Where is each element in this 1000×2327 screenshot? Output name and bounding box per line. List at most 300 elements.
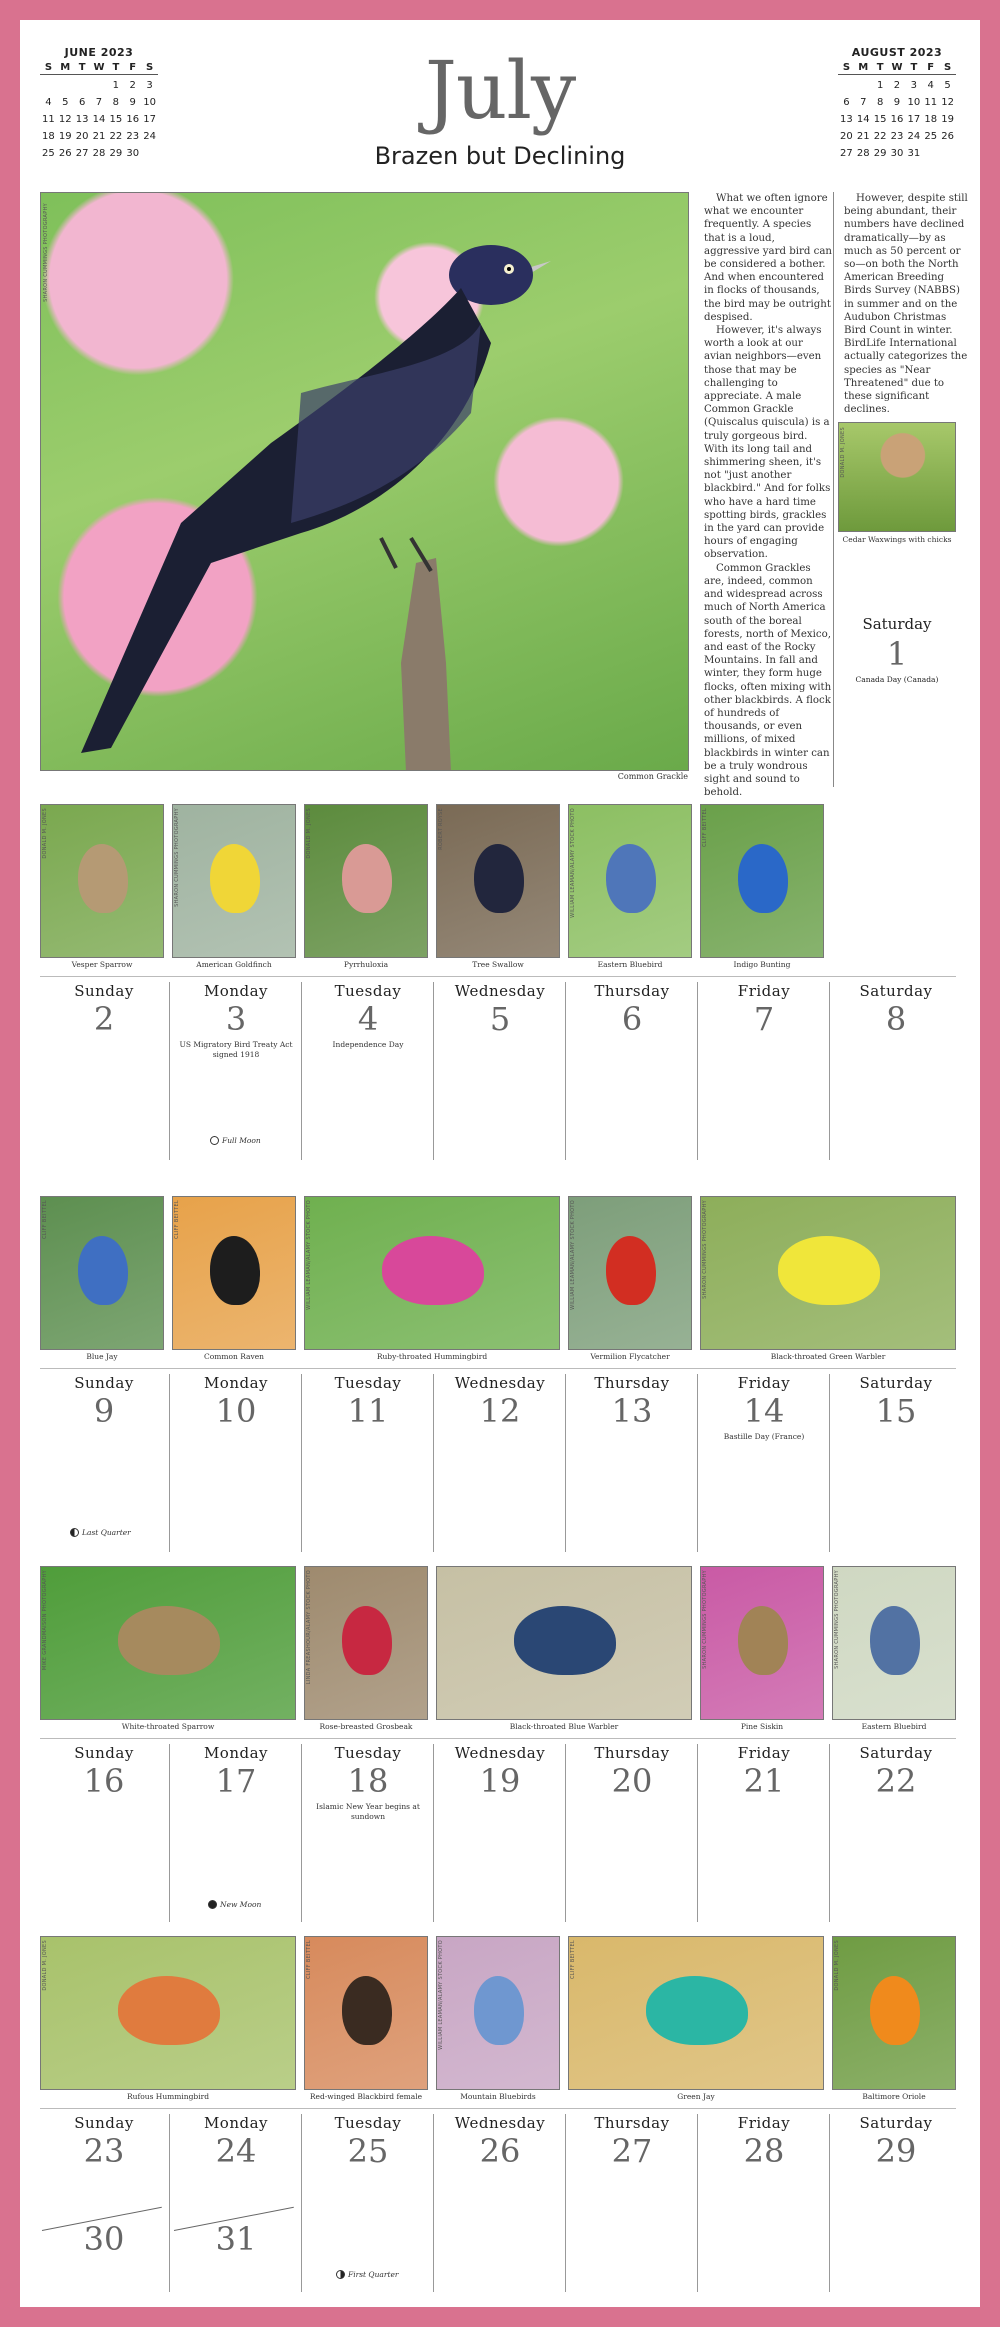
day-cell-13[interactable] — [568, 1374, 696, 1552]
photo-credit: MIKE GRANDMAISON PHOTOGRAPHY — [42, 1570, 48, 1671]
mini-day: 8 — [112, 97, 120, 108]
bird-shape — [342, 844, 392, 913]
bird-shape — [210, 1236, 260, 1305]
day-name: Monday — [203, 2114, 269, 2132]
bird-photo — [172, 804, 296, 958]
day-cell-20[interactable] — [568, 1744, 696, 1922]
mini-day: 4 — [45, 97, 52, 108]
weekday-header: T — [905, 62, 922, 75]
day-number: 1 — [886, 635, 908, 673]
mini-day: 3 — [910, 80, 918, 91]
mini-day: 30 — [890, 148, 904, 159]
moon-phase — [210, 1136, 261, 1145]
moon-icon — [70, 1528, 79, 1537]
day-name: Thursday — [594, 1374, 670, 1392]
day-cell-11[interactable] — [304, 1374, 432, 1552]
bird-photo — [40, 1936, 296, 2090]
day-cell-18[interactable] — [304, 1744, 432, 1922]
column-divider — [829, 2114, 830, 2292]
bird-photo — [436, 1936, 560, 2090]
day-number: 11 — [347, 1392, 389, 1430]
bird-shape — [606, 844, 656, 913]
bird-photo — [304, 1196, 560, 1350]
photo-credit: WILLIAM LEAMAN/ALAMY STOCK PHOTO — [306, 1200, 312, 1310]
mini-day: 22 — [109, 131, 123, 142]
photo-credit: DONALD M. JONES — [306, 808, 312, 859]
weekday-header: W — [91, 62, 108, 75]
day-name: Sunday — [74, 2114, 134, 2132]
photo-caption: Cedar Waxwings with chicks — [842, 535, 952, 544]
photo-credit: DONALD M. JONES — [42, 808, 48, 859]
weekday-header: T — [872, 62, 889, 75]
row-divider — [40, 1738, 956, 1739]
bird-shape — [210, 844, 260, 913]
bird-shape — [118, 1606, 220, 1675]
holiday-note: US Migratory Bird Treaty Act signed 1918 — [179, 1040, 293, 1059]
bird-photo — [700, 1566, 824, 1720]
bird-photo — [568, 1196, 692, 1350]
mini-day: 2 — [129, 80, 136, 91]
day-number: 20 — [611, 1762, 653, 1800]
mini-day: 23 — [890, 131, 904, 142]
day-number: 28 — [743, 2132, 785, 2170]
column-divider — [433, 982, 434, 1160]
column-divider — [301, 982, 302, 1160]
weekday-header: S — [40, 62, 57, 75]
mini-day: 17 — [143, 114, 156, 125]
moon-phase — [70, 1528, 131, 1537]
day-number: 15 — [875, 1392, 917, 1430]
mini-day: 28 — [856, 148, 870, 159]
page-subtitle: Brazen but Declining — [374, 142, 626, 170]
day-name: Sunday — [74, 982, 134, 1000]
column-divider — [829, 982, 830, 1160]
day-cell-28[interactable] — [700, 2114, 828, 2292]
mini-calendar-title: AUGUST 2023 — [851, 46, 943, 59]
day-cell-7[interactable] — [700, 982, 828, 1160]
article-paragraph: However, despite still being abundant, their numbers have declined dramatically—by as much as 50 percent or so—on both the North American Breeding Birds Survey (NABBS) in summer and on the Audubon Christmas Bird Count in winter. BirdLife International actually categorizes the species as "Near Threatened" due to these significant declines. — [844, 193, 968, 416]
mini-day: 25 — [924, 131, 938, 142]
day-cell-3[interactable] — [172, 982, 300, 1160]
mini-day: 10 — [907, 97, 921, 108]
day-number: 5 — [489, 1000, 511, 1038]
bird-photo — [832, 1936, 956, 2090]
photo-caption: Rufous Hummingbird — [126, 2092, 210, 2101]
day-number: 16 — [83, 1762, 125, 1800]
weekday-header: S — [939, 62, 956, 75]
bird-photo — [40, 1566, 296, 1720]
mini-day: 13 — [75, 114, 89, 125]
article-paragraph: Common Grackles are, indeed, common and widespread across much of North America south of the boreal forests, north of Mexico, and east of the Rocky Mountains. In fall and winter, they form huge flocks, often mixing with other blackbirds. A flock of hundreds of thousands, or even millions, of mixed blackbirds in winter can be a truly wondrous sight and sound to behold. — [704, 562, 832, 799]
mini-day: 5 — [944, 80, 951, 91]
bird-photo — [436, 1566, 692, 1720]
photo-credit: CLIFF BEITTEL — [174, 1200, 180, 1240]
moon-phase — [336, 2270, 399, 2279]
column-divider — [565, 982, 566, 1160]
photo-credit: ROBERT ROYSE — [438, 808, 444, 850]
mini-day: 30 — [126, 148, 140, 159]
mini-day: 15 — [873, 114, 887, 125]
weekday-header: F — [124, 62, 141, 75]
moon-icon — [336, 2270, 345, 2279]
day-number: 3 — [225, 1000, 247, 1038]
day-name: Saturday — [862, 615, 932, 633]
day-number: 21 — [743, 1762, 785, 1800]
day-cell-14[interactable] — [700, 1374, 828, 1552]
day-cell-6[interactable] — [568, 982, 696, 1160]
photo-credit: WILLIAM LEAMAN/ALAMY STOCK PHOTO — [570, 1200, 576, 1310]
mini-day: 27 — [75, 148, 89, 159]
photo-caption: Pine Siskin — [740, 1722, 784, 1731]
mini-day: 9 — [893, 97, 901, 108]
hero-photo-common-grackle — [40, 192, 689, 771]
column-divider — [565, 1374, 566, 1552]
mini-day: 16 — [126, 114, 140, 125]
day-name: Saturday — [859, 982, 933, 1000]
column-divider — [301, 2114, 302, 2292]
weekday-header: M — [855, 62, 872, 75]
day-cell-25[interactable] — [304, 2114, 432, 2292]
photo-caption: Black-throated Blue Warbler — [509, 1722, 619, 1731]
day-number: 17 — [215, 1762, 257, 1800]
month-title: July — [424, 44, 576, 137]
bird-shape — [342, 1606, 392, 1675]
day-name: Friday — [737, 982, 791, 1000]
day-number: 4 — [357, 1000, 379, 1038]
moon-label: Full Moon — [222, 1136, 261, 1145]
holiday-note: Independence Day — [332, 1040, 404, 1049]
bird-shape — [778, 1236, 880, 1305]
day-number: 31 — [215, 2220, 257, 2258]
column-divider — [169, 2114, 170, 2292]
day-cell-4[interactable] — [304, 982, 432, 1160]
bird-photo — [700, 804, 824, 958]
photo-caption: Rose-breasted Grosbeak — [319, 1722, 413, 1731]
bird-shape — [870, 1606, 920, 1675]
day-number: 12 — [479, 1392, 521, 1430]
day-number: 30 — [83, 2220, 125, 2258]
weekday-header: W — [889, 62, 906, 75]
article-column-1 — [704, 192, 833, 799]
column-divider — [829, 1744, 830, 1922]
bird-photo — [40, 804, 164, 958]
mini-day: 19 — [941, 114, 954, 125]
mini-day: 23 — [126, 131, 140, 142]
day-cell-15[interactable] — [832, 1374, 960, 1552]
day-name: Thursday — [594, 982, 670, 1000]
mini-day: 20 — [75, 131, 89, 142]
day-number: 25 — [347, 2132, 389, 2170]
mini-day: 28 — [92, 148, 106, 159]
bird-photo — [40, 1196, 164, 1350]
day-name: Monday — [203, 982, 269, 1000]
mini-day: 24 — [143, 131, 156, 142]
day-name: Saturday — [859, 1744, 933, 1762]
photo-caption: Vesper Sparrow — [71, 960, 133, 969]
column-divider — [697, 1374, 698, 1552]
moon-label: First Quarter — [348, 2270, 399, 2279]
photo-credit: CLIFF BEITTEL — [42, 1200, 48, 1240]
bird-shape — [342, 1976, 392, 2045]
day-number: 18 — [347, 1762, 389, 1800]
bird-shape — [738, 844, 788, 913]
article-column-2 — [844, 192, 968, 416]
bird-shape — [382, 1236, 484, 1305]
photo-credit: SHARON CUMMINGS PHOTOGRAPHY — [834, 1570, 840, 1669]
mini-day: 5 — [62, 97, 69, 108]
day-cell-19[interactable] — [436, 1744, 564, 1922]
day-name: Wednesday — [454, 982, 546, 1000]
column-divider — [829, 1374, 830, 1552]
row-divider — [40, 1368, 956, 1369]
bird-photo — [304, 1936, 428, 2090]
column-divider — [301, 1374, 302, 1552]
photo-caption: Common Raven — [203, 1352, 264, 1361]
column-divider — [433, 2114, 434, 2292]
day-name: Monday — [203, 1744, 269, 1762]
day-number: 13 — [611, 1392, 653, 1430]
mini-day: 18 — [924, 114, 938, 125]
day-number: 8 — [885, 1000, 907, 1038]
photo-credit: SHARON CUMMINGS PHOTOGRAPHY — [702, 1200, 708, 1299]
day-name: Thursday — [594, 1744, 670, 1762]
photo-credit: SHARON CUMMINGS PHOTOGRAPHY — [702, 1570, 708, 1669]
day-cell-8[interactable] — [832, 982, 960, 1160]
bird-photo — [172, 1196, 296, 1350]
mini-day: 20 — [840, 131, 853, 142]
day-number: 6 — [621, 1000, 643, 1038]
photo-caption: Ruby-throated Hummingbird — [376, 1352, 488, 1361]
mini-day: 7 — [95, 97, 103, 108]
day-name: Tuesday — [334, 1374, 402, 1392]
mini-day: 11 — [42, 114, 55, 125]
day-name: Sunday — [74, 1374, 134, 1392]
day-cell-2[interactable] — [40, 982, 168, 1160]
day-name: Thursday — [594, 2114, 670, 2132]
photo-caption: Black-throated Green Warbler — [770, 1352, 886, 1361]
bird-photo — [832, 1566, 956, 1720]
day-number: 2 — [93, 1000, 115, 1038]
bird-shape — [606, 1236, 656, 1305]
photo-credit: DONALD M. JONES — [840, 427, 846, 478]
day-cell-26[interactable] — [436, 2114, 564, 2292]
mini-day: 14 — [92, 114, 106, 125]
day-cell-9[interactable] — [40, 1374, 168, 1552]
photo-cedar-waxwings — [838, 422, 956, 532]
mini-day: 14 — [856, 114, 870, 125]
grackle-illustration — [41, 193, 689, 771]
mini-day: 21 — [856, 131, 870, 142]
day-cell-17[interactable] — [172, 1744, 300, 1922]
mini-day: 7 — [860, 97, 867, 108]
photo-credit: CLIFF BEITTEL — [702, 808, 708, 848]
holiday-note: Islamic New Year begins at sundown — [316, 1802, 420, 1821]
photo-caption: American Goldfinch — [196, 960, 272, 969]
bird-shape — [78, 1236, 128, 1305]
day-number: 24 — [215, 2132, 257, 2170]
photo-credit: SHARON CUMMINGS PHOTOGRAPHY — [43, 203, 49, 302]
photo-caption: Eastern Bluebird — [597, 960, 663, 969]
photo-credit: WILLIAM LEAMAN/ALAMY STOCK PHOTO — [438, 1940, 444, 2050]
column-divider — [697, 2114, 698, 2292]
photo-caption: Pyrrhuloxia — [343, 960, 389, 969]
day-cell-24[interactable] — [172, 2114, 300, 2292]
day-cell-29[interactable] — [832, 2114, 960, 2292]
mini-day: 25 — [42, 148, 55, 159]
mini-day: 21 — [92, 131, 106, 142]
mini-day: 17 — [907, 114, 921, 125]
mini-day: 6 — [78, 97, 86, 108]
mini-day: 1 — [112, 80, 120, 91]
day-name: Wednesday — [454, 1744, 546, 1762]
column-divider — [565, 2114, 566, 2292]
day-number: 19 — [479, 1762, 521, 1800]
bird-photo — [304, 1566, 428, 1720]
photo-credit: CLIFF BEITTEL — [570, 1940, 576, 1980]
photo-caption: Vermilion Flycatcher — [590, 1352, 670, 1361]
column-divider — [697, 1744, 698, 1922]
day-number: 9 — [93, 1392, 115, 1430]
mini-day: 10 — [143, 97, 156, 108]
bird-photo — [700, 1196, 956, 1350]
mini-day: 13 — [840, 114, 853, 125]
mini-day: 31 — [907, 148, 921, 159]
mini-day: 24 — [907, 131, 921, 142]
mini-day: 29 — [109, 148, 123, 159]
weekday-header: S — [838, 62, 855, 75]
holiday-note: Canada Day (Canada) — [855, 675, 939, 684]
day-cell-12[interactable] — [436, 1374, 564, 1552]
photo-caption: Red-winged Blackbird female — [309, 2092, 423, 2101]
day-name: Monday — [203, 1374, 269, 1392]
day-number: 26 — [479, 2132, 521, 2170]
photo-caption: Green Jay — [677, 2092, 715, 2101]
mini-day: 3 — [146, 80, 153, 91]
day-name: Sunday — [74, 1744, 134, 1762]
mini-day: 9 — [129, 97, 136, 108]
photo-caption: Blue Jay — [86, 1352, 118, 1361]
moon-label: Last Quarter — [82, 1528, 131, 1537]
mini-day: 27 — [840, 148, 853, 159]
article-paragraph: What we often ignore what we encounter frequently. A species that is a loud, aggressive yard bird can be considered a bother. And when encountered in flocks of thousands, the bird may be outright despised. — [704, 193, 832, 323]
bird-photo — [568, 804, 692, 958]
photo-credit: DONALD M. JONES — [42, 1940, 48, 1991]
weekday-header: F — [922, 62, 939, 75]
day-name: Wednesday — [454, 2114, 546, 2132]
photo-credit: WILLIAM LEAMAN/ALAMY STOCK PHOTO — [570, 808, 576, 918]
row-divider — [40, 976, 956, 977]
bird-shape — [78, 844, 128, 913]
row-divider — [40, 2108, 956, 2109]
moon-label: New Moon — [220, 1900, 262, 1909]
day-name: Saturday — [859, 1374, 933, 1392]
bird-photo — [568, 1936, 824, 2090]
column-divider — [697, 982, 698, 1160]
article-paragraph: However, it's always worth a look at our avian neighbors—even those that may be challenging to appreciate. A male Common Grackle (Quiscalus quiscula) is a truly gorgeous bird. With its long tail and shimmering sheen, it's not "just another blackbird." And for folks who have a hard time spotting birds, grackles in the yard can provide hours of engaging observation. — [704, 325, 831, 561]
mini-day: 29 — [873, 148, 887, 159]
mini-day: 4 — [927, 80, 934, 91]
day-cell-5[interactable] — [436, 982, 564, 1160]
day-number: 7 — [753, 1000, 775, 1038]
column-divider — [565, 1744, 566, 1922]
bird-shape — [118, 1976, 220, 2045]
column-divider — [433, 1374, 434, 1552]
mini-day: 15 — [109, 114, 123, 125]
mini-day: 1 — [876, 80, 884, 91]
weekday-header: S — [141, 62, 158, 75]
column-divider — [169, 1744, 170, 1922]
weekday-header: T — [107, 62, 124, 75]
day-name: Saturday — [859, 2114, 933, 2132]
day-number: 29 — [875, 2132, 917, 2170]
hero-caption: Common Grackle — [617, 772, 688, 781]
mini-day: 8 — [876, 97, 884, 108]
day-number: 23 — [83, 2132, 125, 2170]
mini-calendar-title: JUNE 2023 — [64, 46, 134, 59]
photo-credit: LINDA FREASHOUR/ALAMY STOCK PHOTO — [306, 1570, 312, 1685]
day-name: Friday — [737, 1744, 791, 1762]
mini-day: 19 — [58, 131, 72, 142]
day-cell-10[interactable] — [172, 1374, 300, 1552]
bird-shape — [474, 844, 524, 913]
mini-day: 12 — [941, 97, 954, 108]
photo-caption: White-throated Sparrow — [121, 1722, 215, 1731]
day-cell-22[interactable] — [832, 1744, 960, 1922]
mini-day: 26 — [58, 148, 72, 159]
photo-caption: Tree Swallow — [472, 960, 524, 969]
photo-caption: Baltimore Oriole — [862, 2092, 926, 2101]
day-cell-27[interactable] — [568, 2114, 696, 2292]
day-number: 14 — [743, 1392, 785, 1430]
day-name: Friday — [737, 2114, 791, 2132]
photo-caption: Mountain Bluebirds — [460, 2092, 536, 2101]
mini-day: 12 — [58, 114, 72, 125]
bird-photo — [436, 804, 560, 958]
day-number: 22 — [875, 1762, 917, 1800]
column-divider — [301, 1744, 302, 1922]
mini-day: 18 — [42, 131, 55, 142]
column-divider — [169, 1374, 170, 1552]
photo-caption: Indigo Bunting — [733, 960, 791, 969]
day-name: Tuesday — [334, 1744, 402, 1762]
mini-day: 6 — [843, 97, 850, 108]
mini-day: 2 — [893, 80, 901, 91]
bird-shape — [870, 1976, 920, 2045]
day-cell-23[interactable] — [40, 2114, 168, 2292]
moon-icon — [208, 1900, 217, 1909]
moon-phase — [208, 1900, 261, 1909]
bird-shape — [514, 1606, 616, 1675]
mini-day: 26 — [941, 131, 954, 142]
column-divider — [433, 1744, 434, 1922]
weekday-header: T — [74, 62, 91, 75]
day-name: Tuesday — [334, 982, 402, 1000]
bird-photo — [304, 804, 428, 958]
day-name: Wednesday — [454, 1374, 546, 1392]
photo-caption: Eastern Bluebird — [861, 1722, 927, 1731]
weekday-header: M — [57, 62, 74, 75]
day-number: 27 — [611, 2132, 653, 2170]
photo-credit: SHARON CUMMINGS PHOTOGRAPHY — [174, 808, 180, 907]
holiday-note: Bastille Day (France) — [723, 1432, 805, 1441]
day-cell-16[interactable] — [40, 1744, 168, 1922]
photo-credit: CLIFF BEITTEL — [306, 1940, 312, 1980]
moon-icon — [210, 1136, 219, 1145]
day-cell-21[interactable] — [700, 1744, 828, 1922]
calendar-page — [20, 20, 980, 2307]
bird-shape — [474, 1976, 524, 2045]
photo-credit: DONALD M. JONES — [834, 1940, 840, 1991]
